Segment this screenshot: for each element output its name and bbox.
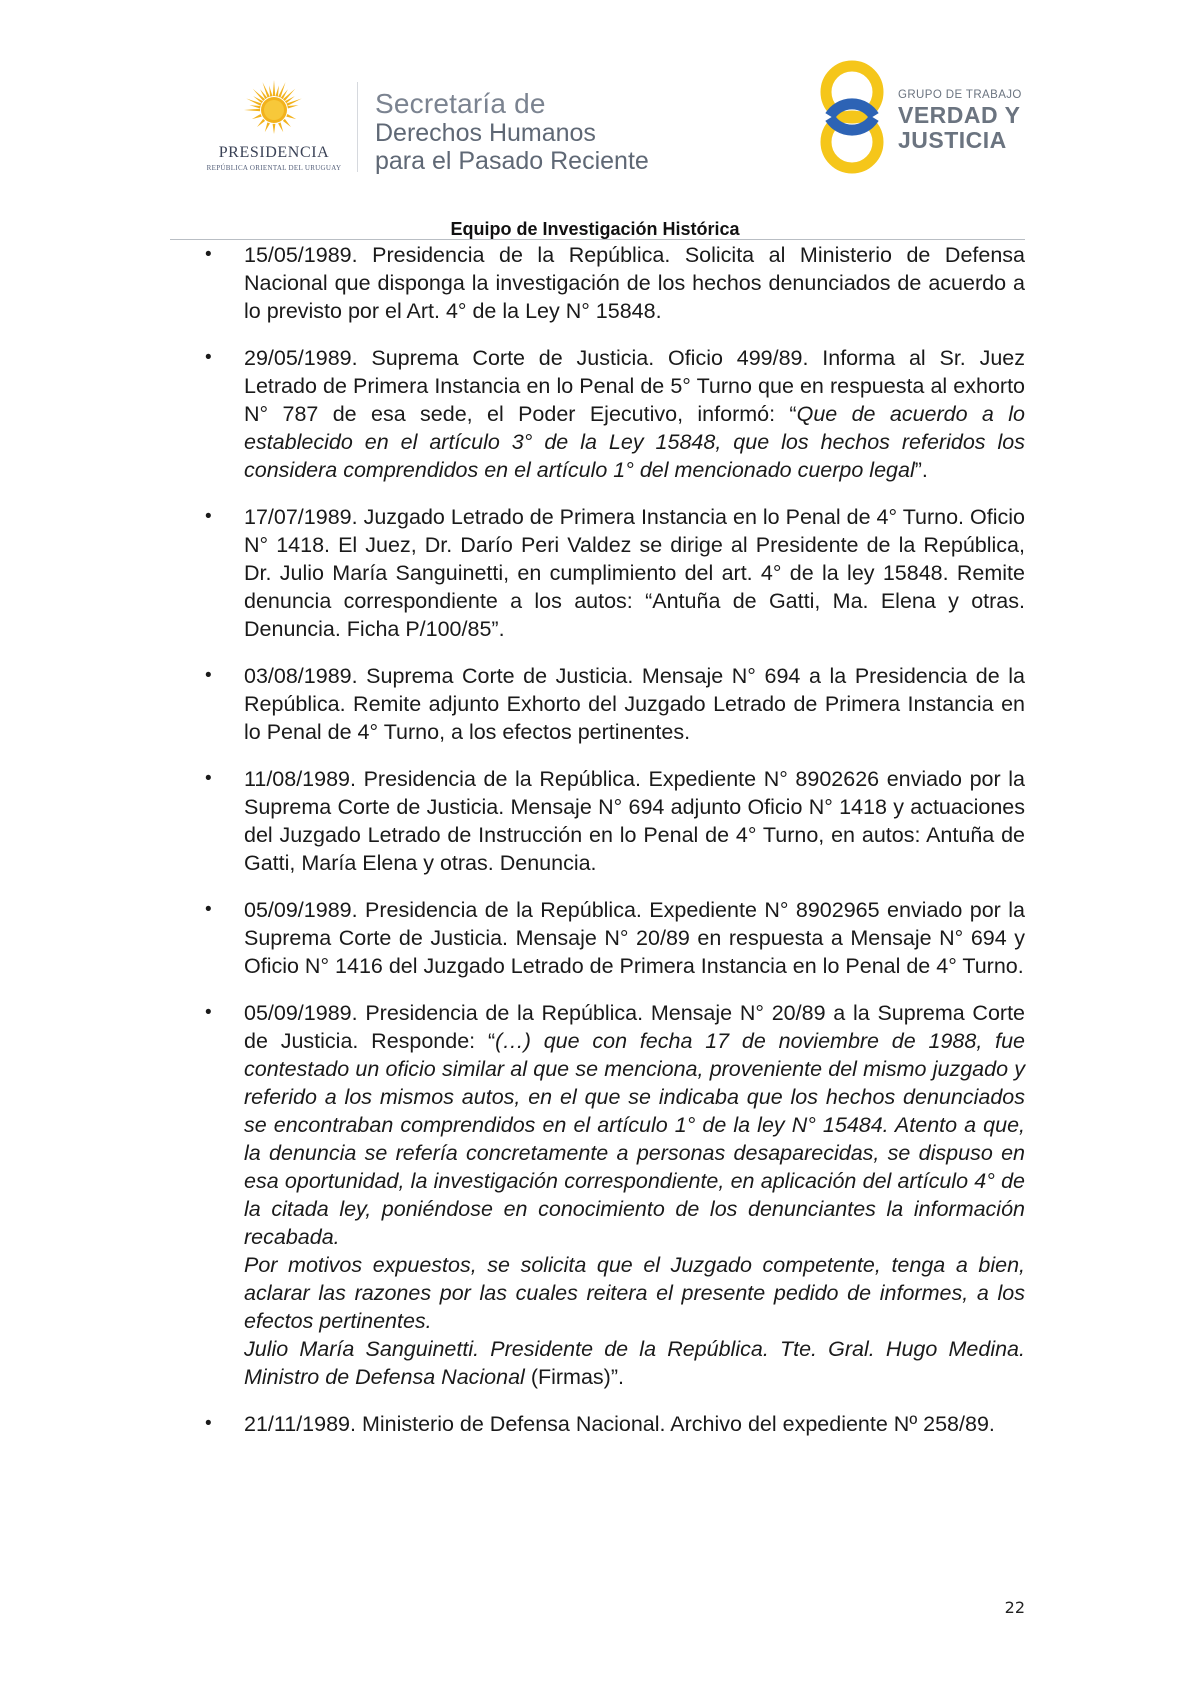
secretaria-logo-text [375,90,649,174]
sun-ray [257,119,265,127]
entry-quote-paragraph-1: (…) que con fecha 17 de noviembre de 1988, fue contestado un oficio similar al que se menciona, proveniente del mismo juzgado y referido a los mismos autos, en el que se indicaba que los hechos denunciados se encontraban comprendidos en el artículo 1° de la ley N° 15484. Atento a que, la denuncia se refería concretamente a personas desaparecidas, se dispuso en esa oportunidad, la investigación correspondiente, en aplicación del artículo 4° de la citada ley, poniéndose en conocimiento de los denunciantes la información recabada. [244,1029,1025,1249]
page-number: 22 [1004,1598,1025,1617]
sun-ray [269,85,272,96]
presidencia-name: PRESIDENCIA [218,144,330,161]
entry-text: 17/07/1989. Juzgado Letrado de Primera Instancia en lo Penal de 4° Turno. Oficio N° 1418. El Juez, Dr. Darío Peri Valdez se dirige al Presidente de la República, Dr. Julio María Sanguinetti, en cumplimiento del art. 4° de la ley 15848. Remite denuncia correspondiente a los autos: “Antuña de Gatti, Ma. Elena y otras. Denuncia. Ficha P/100/85”. [244,505,1025,641]
entry-text [244,344,1025,484]
entry-text: 15/05/1989. Presidencia de la República. Solicita al Ministerio de Defensa Nacional que disponga la investigación de los hechos denunciados de acuerdo a lo previsto por el Art. 4° de la Ley N° 15848. [244,243,1025,323]
presidencia-logo [195,80,353,175]
bullet: • [205,347,212,368]
sun-ray [273,124,276,134]
sun-ray [249,105,260,108]
sun-icon [239,80,309,142]
sun-ray [265,122,270,132]
bullet: • [205,1413,212,1434]
bullet: • [205,899,212,920]
entry-text-before: 05/09/1989. Presidencia de la República. Mensaje N° 20/89 a la Suprema Corte de Justicia. Responde: “ [244,1001,1025,1053]
sun-ray [244,109,260,112]
bullet: • [205,506,212,527]
entry-text-after: (Firmas)”. [524,1365,624,1389]
bullet: • [205,1002,212,1023]
header-divider [357,82,358,172]
sun-ray [275,85,278,96]
chronology-list [205,241,1025,1457]
list-item [205,999,1025,1391]
entry-quote: Que de acuerdo a lo establecido en el artículo 3° de la Ley 15848, que los hechos referidos los considera comprendidos en el artículo 1° del mencionado cuerpo legal [244,402,1025,482]
entry-text: 21/11/1989. Ministerio de Defensa Nacional. Archivo del expediente Nº 258/89. [244,1412,995,1436]
list-item [205,503,1025,643]
verdad-y-justicia-logo [820,58,1030,178]
page-header [0,0,1190,240]
sun-ray [283,119,291,127]
list-item [205,765,1025,877]
entry-text: 03/08/1989. Suprema Corte de Justicia. Mensaje N° 694 a la Presidencia de la República. Remite adjunto Exhorto del Juzgado Letrado de Primera Instancia en lo Penal de 4° Turno, a los efectos pertinentes. [244,664,1025,744]
secretaria-line-3: para el Pasado Reciente [375,147,649,175]
secretaria-line-2: Derechos Humanos [375,119,596,147]
list-item [205,896,1025,980]
bullet: • [205,665,212,686]
entry-text-after: ”. [914,458,928,482]
presidencia-subtitle: REPÚBLICA ORIENTAL DEL URUGUAY [206,164,342,172]
entry-quote-paragraph-2: Por motivos expuestos, se solicita que el Juzgado competente, tenga a bien, aclarar las razones por las cuales reitera el presente pedido de informes, a los efectos pertinentes. [244,1253,1025,1333]
entry-text: 11/08/1989. Presidencia de la República. Expediente N° 8902626 enviado por la Suprema Corte de Justicia. Mensaje N° 694 adjunto Oficio N° 1418 y actuaciones del Juzgado Letrado de Instrucción en lo Penal de 4° Turno, en autos: Antuña de Gatti, María Elena y otras. Denuncia. [244,767,1025,875]
list-item [205,1410,1025,1438]
bullet: • [205,244,212,265]
interlocked-rings-icon [820,58,892,178]
sun-ray [273,80,276,96]
section-title: Equipo de Investigación Histórica [450,219,740,239]
list-item [205,344,1025,484]
list-item [205,241,1025,325]
sun-ray [252,114,262,119]
grupo-trabajo-text [898,90,1022,152]
sun-ray [278,122,283,132]
entry-text: 05/09/1989. Presidencia de la República. Expediente N° 8902965 enviado por la Suprema Corte de Justicia. Mensaje N° 20/89 en respuesta a Mensaje N° 694 y Oficio N° 1416 del Juzgado Letrado de Primera Instancia en lo Penal de 4° Turno. [244,898,1025,978]
grupo-line-2: VERDAD Y [898,101,1021,128]
sun-ray [287,105,298,108]
grupo-line-1: GRUPO DE TRABAJO [898,89,1022,101]
bullet: • [205,768,212,789]
entry-signature [244,1335,1025,1391]
secretaria-line-1: Secretaría de [375,88,546,119]
entry-text [244,999,1025,1251]
list-item [205,662,1025,746]
sun-ray [286,114,296,119]
grupo-line-3: JUSTICIA [898,126,1007,153]
entry-text-before: 29/05/1989. Suprema Corte de Justicia. Oficio 499/89. Informa al Sr. Juez Letrado de Primera Instancia en lo Penal de 5° Turno que en respuesta al exhorto N° 787 de esa sede, el Poder Ejecutivo, informó: “ [244,346,1025,426]
entry-quote-paragraph-3: Julio María Sanguinetti. Presidente de la República. Tte. Gral. Hugo Medina. Ministro de Defensa Nacional [244,1337,1025,1389]
header-rule [170,239,1025,240]
